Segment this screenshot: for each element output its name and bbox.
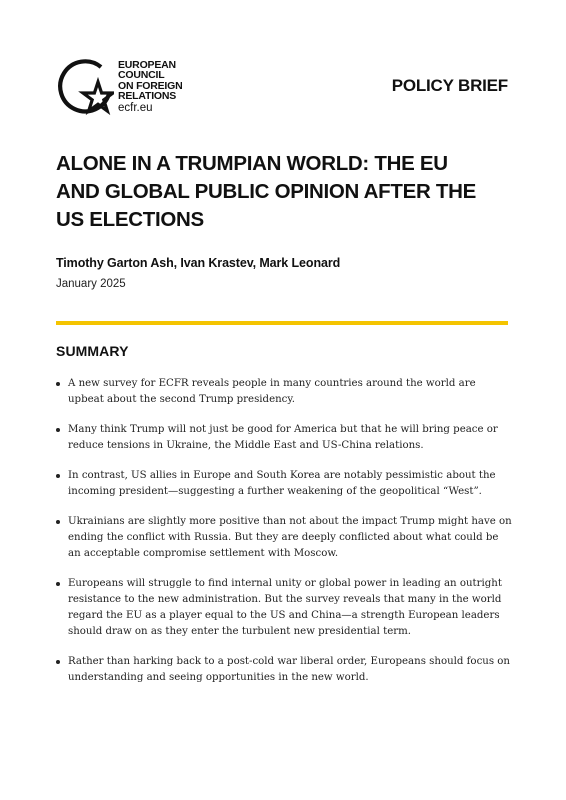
bullet-text: Europeans will struggle to find internal unity or global power in leading an outright resistance to the new administration. But the survey reveals that many in the world regard the EU as a player equal to the US and China—a strength European leaders should draw on as they enter the turbulent new presidential term. bbox=[68, 578, 502, 637]
title-line: AND GLOBAL PUBLIC OPINION AFTER THE bbox=[56, 180, 477, 203]
website-link[interactable]: ecfr.eu bbox=[118, 101, 153, 114]
summary-heading: SUMMARY bbox=[56, 343, 129, 359]
bullet-dot bbox=[56, 474, 60, 478]
org-name-line: RELATIONS bbox=[118, 90, 177, 103]
section-divider bbox=[56, 321, 508, 325]
summary-bullet bbox=[56, 654, 512, 686]
org-name bbox=[118, 60, 183, 114]
bullet-text: Rather than harking back to a post-cold war liberal order, Europeans should focus on understanding and seeing opportunities in the new world. bbox=[68, 656, 510, 683]
title-line: US ELECTIONS bbox=[56, 208, 204, 231]
bullet-dot bbox=[56, 582, 60, 586]
bullet-dot bbox=[56, 660, 60, 664]
bullet-dot bbox=[56, 520, 60, 524]
summary-bullet bbox=[56, 376, 512, 408]
ecfr-logo bbox=[56, 56, 196, 122]
bullet-text: Ukrainians are slightly more positive than not about the impact Trump might have on ending the conflict with Russia. But they are deeply conflicted about what could be an acceptable compromise settlement with Moscow. bbox=[68, 516, 512, 559]
bullet-text: In contrast, US allies in Europe and South Korea are notably pessimistic about the incoming president—suggesting a further weakening of the geopolitical “West”. bbox=[68, 470, 496, 497]
bullet-dot bbox=[56, 382, 60, 386]
summary-bullet bbox=[56, 422, 512, 454]
summary-bullet bbox=[56, 576, 512, 640]
org-name-line: EUROPEAN bbox=[118, 59, 176, 71]
summary-bullet bbox=[56, 514, 512, 562]
ecfr-star-circle-logo-icon bbox=[56, 56, 114, 120]
authors: Timothy Garton Ash, Ivan Krastev, Mark Leonard bbox=[56, 256, 341, 270]
bullet-dot bbox=[56, 428, 60, 432]
summary-bullet bbox=[56, 468, 512, 500]
document-type-label: POLICY BRIEF bbox=[391, 76, 508, 95]
publication-date: January 2025 bbox=[56, 278, 126, 290]
bullet-text: A new survey for ECFR reveals people in many countries around the world are upbeat about the second Trump presidency. bbox=[68, 378, 476, 405]
org-name-line: ON FOREIGN bbox=[118, 79, 183, 92]
title-line: ALONE IN A TRUMPIAN WORLD: THE EU bbox=[56, 152, 448, 175]
bullet-text: Many think Trump will not just be good for America but that he will bring peace or reduce tensions in Ukraine, the Middle East and US-China relations. bbox=[68, 424, 498, 451]
org-name-line: COUNCIL bbox=[118, 69, 165, 82]
page-title bbox=[56, 150, 516, 234]
summary-list bbox=[56, 376, 512, 700]
